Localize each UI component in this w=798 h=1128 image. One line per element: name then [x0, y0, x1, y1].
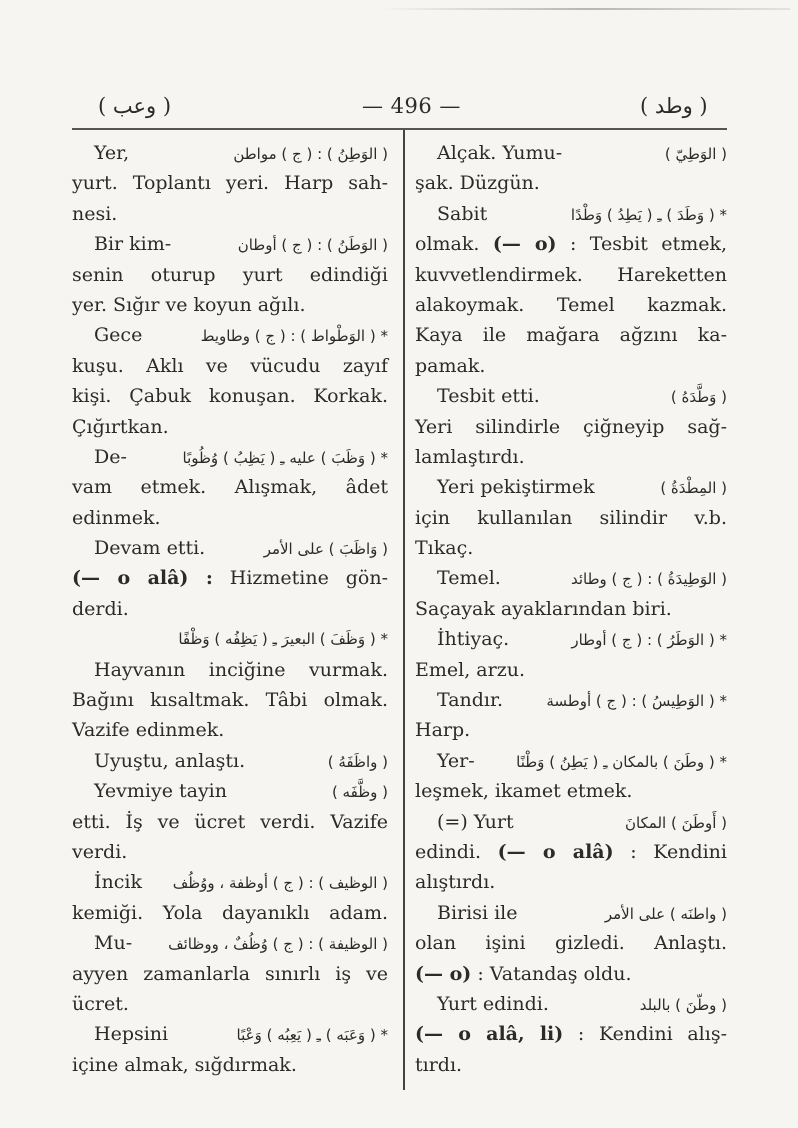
header-left-guide-word: ( وعب ): [98, 94, 172, 118]
entry-arabic-headword: * ( وَظَفَ ) البعيرَ ـِ ( يَظِفُه ) وَظْفًا: [178, 630, 388, 649]
entry-arabic-headword: ( الوظيف ) : ( ج ) أوظفة ، ووُظُف: [172, 874, 388, 893]
definition-line: (— o) : Vatandaş oldu.: [415, 962, 632, 985]
entry-arabic-headword: * ( الوَطِيسُ ) : ( ج ) أوطسة: [546, 692, 727, 711]
entry-arabic-headword: ( الوَطِيّ ): [664, 145, 727, 163]
definition-line: kemiği. Yola dayanıklı adam.: [72, 901, 388, 924]
dictionary-entry-line: [415, 381, 727, 411]
dictionary-entry-line: [72, 533, 388, 563]
scan-edge-line: [380, 8, 790, 10]
left-column: [72, 138, 388, 1080]
entry-turkish-term: Yevmiye tayin: [94, 780, 227, 803]
definition-line: alıştırdı.: [415, 871, 496, 894]
entry-turkish-term: Yer,: [94, 142, 130, 164]
dictionary-entry-line: [72, 867, 388, 897]
definition-line: vam etmek. Alışmak, âdet: [72, 476, 388, 499]
definition-line: Hayvanın inciğine vurmak.: [94, 658, 388, 681]
definition-line: Saçayak ayaklarından biri.: [415, 597, 672, 620]
dictionary-entry-line: [415, 199, 727, 229]
definition-line: (— o alâ, li) : Kendini alış-: [415, 1023, 727, 1046]
definition-line: kuvvetlendirmek. Hareketten: [415, 263, 727, 286]
definition-line: yurt. Toplantı yeri. Harp sah-: [72, 172, 388, 195]
dictionary-entry-line: [72, 320, 388, 350]
header-right-guide-word: ( وطد ): [640, 94, 708, 118]
entry-arabic-headword: ( واطنَه ) على الأمر: [604, 904, 727, 923]
definition-line: alakoymak. Temel kazmak.: [415, 293, 727, 316]
dictionary-entry-line: [72, 1019, 388, 1049]
page-header: [0, 92, 798, 128]
entry-turkish-term: Temel.: [437, 567, 501, 590]
definition-line: pamak.: [415, 354, 486, 377]
entry-turkish-term: Hepsini: [94, 1023, 169, 1046]
definition-line: olmak. (— o) : Tesbit etmek,: [415, 233, 728, 256]
entry-arabic-headword: * ( وَطَدَ ) ـِ ( يَطِدُ ) وَطْدًا: [570, 205, 727, 224]
right-column: [415, 138, 727, 1080]
header-rule: [72, 128, 727, 130]
entry-turkish-term: Tandır.: [437, 689, 504, 712]
entry-turkish-term: (=) Yurt: [437, 810, 514, 833]
page-number: — 496 —: [362, 94, 461, 118]
definition-line: kişi. Çabuk konuşan. Korkak.: [72, 385, 388, 408]
definition-line: kuşu. Aklı ve vücudu zayıf: [72, 354, 388, 377]
dictionary-entry-line: [415, 624, 727, 654]
entry-arabic-headword: ( وَاظَبَ ) على الأمر: [263, 540, 388, 559]
dictionary-entry-line: [72, 138, 388, 168]
entry-arabic-headword: ( الوَطِنُ ) : ( ج ) مواطن: [233, 145, 388, 163]
definition-line: olan işini gizledi. Anlaştı.: [415, 932, 727, 955]
definition-line: derdi.: [72, 597, 129, 620]
entry-turkish-term: İncik: [94, 871, 142, 894]
entry-turkish-term: Tesbit etti.: [437, 385, 540, 408]
definition-line: Yeri silindirle çiğneyip sağ-: [415, 415, 727, 438]
definition-line: yer. Sığır ve koyun ağılı.: [72, 293, 306, 316]
definition-line: ayyen zamanlarla sınırlı iş ve: [72, 962, 388, 985]
definition-line: nesi.: [72, 202, 118, 225]
entry-turkish-term: Yeri pekiştirmek: [437, 476, 595, 499]
definition-line: Emel, arzu.: [415, 658, 525, 681]
definition-line: (— o alâ) : Hizmetine gön-: [72, 567, 388, 590]
definition-line: için kullanılan silindir v.b.: [415, 506, 727, 529]
definition-line: Çığırtkan.: [72, 415, 169, 438]
dictionary-entry-line: [415, 989, 727, 1019]
definition-line: edinmek.: [72, 506, 161, 529]
entry-turkish-term: Mu-: [94, 932, 133, 955]
entry-turkish-term: De-: [94, 445, 127, 468]
entry-turkish-term: Uyuştu, anlaştı.: [94, 749, 246, 772]
entry-arabic-headword: ( الوظيفة ) : ( ج ) وُظُفٌ ، ووظائف: [168, 935, 388, 954]
entry-turkish-term: Birisi ile: [437, 901, 518, 924]
definition-line: edindi. (— o alâ) : Kendini: [415, 840, 727, 863]
entry-turkish-term: Alçak. Yumu-: [437, 142, 563, 164]
definition-line: senin oturup yurt edindiği: [72, 263, 388, 286]
entry-arabic-headword: * ( الوَطَرُ ) : ( ج ) أوطار: [571, 631, 727, 650]
definition-line: lamlaştırdı.: [415, 445, 525, 468]
definition-line: leşmek, ikamet etmek.: [415, 780, 633, 803]
definition-line: tırdı.: [415, 1053, 463, 1076]
definition-line: Bağını kısaltmak. Tâbi olmak.: [72, 689, 388, 712]
entry-arabic-headword: ( الوَطِيدَةُ ) : ( ج ) وطائد: [570, 570, 727, 589]
definition-line: verdi.: [72, 840, 128, 863]
definition-line: Tıkaç.: [415, 537, 474, 560]
definition-line: Kaya ile mağara ağzını ka-: [415, 324, 727, 347]
dictionary-entry-line: [72, 776, 388, 806]
entry-arabic-headword: * ( وَعَبَه ) ـِ ( يَعِبُه ) وَعْبًا: [236, 1026, 388, 1045]
entry-turkish-term: İhtiyaç.: [437, 628, 510, 651]
dictionary-entry-line: [415, 807, 727, 837]
definition-line: Harp.: [415, 719, 471, 742]
entry-arabic-headword: * ( الوَطْواط ) : ( ج ) وطاويط: [200, 327, 388, 346]
dictionary-entry-line: [415, 898, 727, 928]
dictionary-entry-line: [415, 472, 727, 502]
entry-turkish-term: Yurt edindi.: [437, 992, 549, 1015]
dictionary-entry-line: [415, 746, 727, 776]
dictionary-entry-line: [415, 685, 727, 715]
column-divider: [403, 130, 405, 1090]
entry-arabic-headword: ( وظَّفَه ): [331, 783, 388, 802]
dictionary-entry-line: [72, 442, 388, 472]
entry-arabic-headword: * ( وطَنَ ) بالمكان ـِ ( يَطِنُ ) وَطْنًا: [516, 752, 727, 771]
definition-line: Vazife edinmek.: [72, 719, 225, 742]
dictionary-entry-line: [72, 624, 388, 654]
dictionary-entry-line: [72, 746, 388, 776]
entry-arabic-headword: ( وطّنَ ) بالبلد: [639, 995, 727, 1014]
entry-arabic-headword: ( واظَفَهُ ): [327, 752, 388, 771]
dictionary-entry-line: [72, 229, 388, 259]
dictionary-entry-line: [415, 138, 727, 168]
entry-turkish-term: Devam etti.: [94, 537, 206, 560]
dictionary-entry-line: [72, 928, 388, 958]
entry-arabic-headword: * ( وَظَبَ ) عليه ـِ ( يَظِبُ ) وُظُوبًا: [182, 448, 388, 467]
entry-arabic-headword: ( الوَطَنُ ) : ( ج ) أوطان: [237, 236, 388, 255]
definition-line: etti. İş ve ücret verdi. Vazife: [72, 810, 388, 833]
definition-line: içine almak, sığdırmak.: [72, 1053, 297, 1076]
entry-arabic-headword: ( أَوطَنَ ) المكانَ: [624, 813, 727, 832]
entry-arabic-headword: ( المِطْدَةُ ): [660, 479, 727, 498]
entry-turkish-term: Sabit: [437, 202, 488, 225]
entry-turkish-term: Yer-: [437, 749, 475, 772]
dictionary-entry-line: [415, 563, 727, 593]
entry-turkish-term: Gece: [94, 324, 143, 347]
definition-line: şak. Düzgün.: [415, 172, 540, 195]
entry-arabic-headword: ( وَطَّدَهُ ): [670, 388, 727, 407]
entry-turkish-term: Bir kim-: [94, 233, 172, 256]
definition-line: ücret.: [72, 992, 129, 1015]
